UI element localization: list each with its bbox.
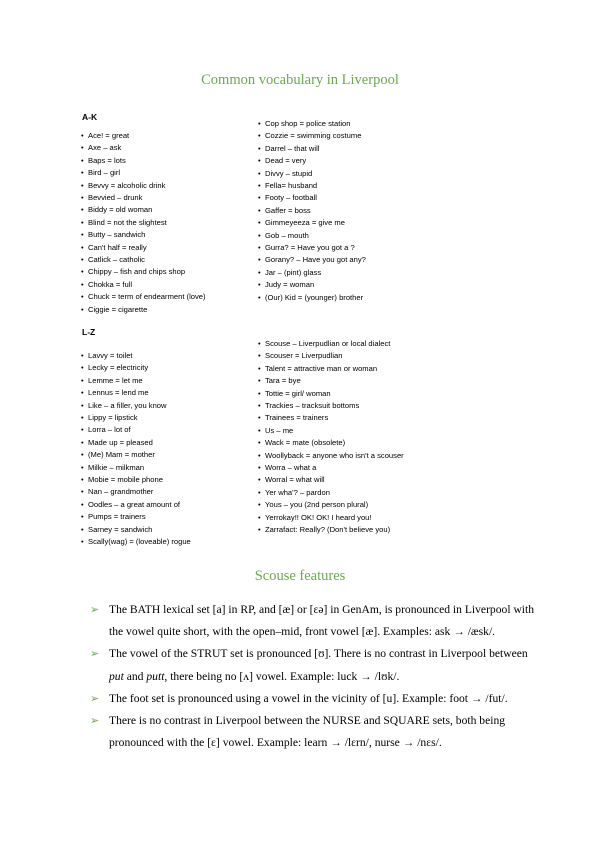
bullet-icon: •	[81, 205, 84, 215]
bullet-icon: •	[258, 131, 261, 141]
bullet-icon: •	[258, 376, 261, 386]
vocab-item-text: Divvy – stupid	[265, 168, 313, 178]
vocab-item-text: Yous – you (2nd person plural)	[265, 500, 369, 510]
vocab-item	[258, 462, 404, 474]
vocab-item	[258, 388, 404, 400]
vocab-item	[258, 242, 366, 254]
arrow-bullet-icon: ➢	[90, 692, 100, 705]
bullet-icon: •	[81, 512, 84, 522]
vocab-item	[81, 462, 191, 474]
vocab-item	[258, 363, 404, 375]
vocab-item-text: Scally(wag) = (loveable) rogue	[88, 537, 191, 547]
bullet-icon: •	[81, 475, 84, 485]
bullet-icon: •	[81, 180, 84, 190]
vocab-item	[258, 487, 404, 499]
vocab-item	[258, 350, 404, 362]
bullet-icon: •	[258, 401, 261, 411]
bullet-icon: •	[81, 375, 84, 385]
vocab-item-text: Blind = not the slightest	[88, 217, 167, 227]
vocab-item-text: Tottie = girl/ woman	[265, 388, 331, 398]
vocab-item	[81, 499, 191, 511]
vocab-item-text: Ace! = great	[88, 131, 130, 140]
vocab-item	[81, 130, 206, 142]
bullet-icon: •	[81, 425, 84, 435]
bullet-icon: •	[81, 242, 84, 252]
vocab-item	[81, 536, 191, 548]
vocab-item	[81, 167, 206, 179]
feature-item	[90, 599, 540, 643]
vocab-item-text: Lippy = lipstick	[88, 413, 138, 423]
bullet-icon: •	[258, 181, 261, 191]
page-title: Common vocabulary in Liverpool	[201, 72, 399, 88]
vocab-item-text: Lemme = let me	[88, 375, 143, 385]
vocab-item	[81, 412, 191, 424]
bullet-icon: •	[81, 351, 84, 360]
vocab-item	[258, 155, 366, 167]
vocab-item-text: Judy = woman	[265, 280, 315, 290]
vocab-item-text: Lavvy = toilet	[88, 351, 133, 360]
bullet-icon: •	[258, 525, 261, 535]
bullet-icon: •	[258, 255, 261, 265]
bullet-icon: •	[258, 168, 261, 178]
bullet-icon: •	[258, 413, 261, 423]
vocab-item	[258, 512, 404, 524]
vocab-item	[81, 142, 206, 154]
bullet-icon: •	[258, 218, 261, 228]
vocab-item-text: Bevvy = alcoholic drink	[88, 180, 166, 190]
vocab-item	[81, 375, 191, 387]
vocab-list-a-k-right	[258, 118, 366, 304]
bullet-icon: •	[258, 280, 261, 290]
vocab-item-text: Footy – football	[265, 193, 317, 203]
vocab-list-l-z-left	[81, 350, 191, 549]
vocab-item	[258, 168, 366, 180]
vocab-item-text: Woollyback = anyone who isn't a scouser	[265, 450, 404, 460]
bullet-icon: •	[258, 156, 261, 166]
vocab-item-text: Jar – (pint) glass	[265, 267, 322, 277]
section-heading-a-k: A-K	[82, 112, 98, 122]
feature-text-italic: put	[109, 669, 124, 683]
bullet-icon: •	[258, 267, 261, 277]
vocab-item	[81, 474, 191, 486]
vocab-item-text: Catlick – catholic	[88, 255, 145, 265]
bullet-icon: •	[258, 487, 261, 497]
bullet-icon: •	[258, 143, 261, 153]
bullet-icon: •	[81, 155, 84, 165]
vocab-item	[81, 155, 206, 167]
vocab-item-text: Trainees = trainers	[265, 413, 329, 423]
bullet-icon: •	[258, 193, 261, 203]
vocab-item-text: Scouser = Liverpudlian	[265, 351, 343, 361]
bullet-icon: •	[81, 400, 84, 410]
feature-item	[90, 688, 540, 710]
feature-text: The vowel of the STRUT set is pronounced [ʊ]. There is no contrast in Liverpool between	[109, 647, 528, 661]
vocab-item-text: Scouse – Liverpudlian or local dialect	[265, 339, 391, 348]
feature-text: and	[123, 669, 147, 683]
vocab-item-text: Chuck = term of endearment (love)	[88, 292, 206, 302]
bullet-icon: •	[258, 512, 261, 522]
bullet-icon: •	[81, 363, 84, 373]
vocab-item	[258, 118, 366, 130]
vocab-item-text: Biddy = old woman	[88, 205, 153, 215]
bullet-icon: •	[258, 388, 261, 398]
vocab-item	[258, 230, 366, 242]
vocab-item	[81, 291, 206, 303]
vocab-item	[81, 217, 206, 229]
vocab-item	[81, 486, 191, 498]
vocab-item-text: Lorra – lot of	[88, 425, 131, 435]
section-heading-l-z: L-Z	[82, 327, 96, 337]
bullet-icon: •	[81, 462, 84, 472]
vocab-item	[258, 267, 366, 279]
vocab-item	[81, 437, 191, 449]
vocab-item	[81, 180, 206, 192]
bullet-icon: •	[81, 388, 84, 398]
vocab-item-text: Axe – ask	[88, 143, 122, 153]
bullet-icon: •	[81, 255, 84, 265]
vocab-item	[81, 192, 206, 204]
vocab-item-text: Us – me	[265, 425, 294, 435]
vocab-item-text: Darrel – that will	[265, 143, 320, 153]
vocab-item-text: Yer wha'? – pardon	[265, 487, 330, 497]
vocab-item-text: Cop shop = police station	[265, 119, 351, 128]
vocab-item	[258, 130, 366, 142]
arrow-bullet-icon: ➢	[90, 715, 100, 728]
vocab-item-text: Can't half = really	[88, 242, 147, 252]
vocab-item-text: Cozzie = swimming costume	[265, 131, 362, 141]
vocab-item-text: Butty – sandwich	[88, 230, 146, 240]
bullet-icon: •	[81, 413, 84, 423]
arrow-bullet-icon: ➢	[90, 604, 100, 616]
vocab-item	[258, 180, 366, 192]
vocab-item	[258, 292, 366, 304]
feature-item	[90, 643, 540, 687]
bullet-icon: •	[258, 230, 261, 240]
vocab-item	[81, 511, 191, 523]
vocab-item	[81, 400, 191, 412]
feature-text: there being no [ʌ] vowel. Example: luck → /lʊk/.	[167, 669, 400, 683]
feature-text: The foot set is pronounced using a vowel in the vicinity of [u]. Example: foot → /fut/.	[109, 691, 508, 705]
vocab-item	[258, 192, 366, 204]
vocab-item	[258, 450, 404, 462]
features-list	[90, 599, 540, 754]
vocab-item-text: Talent = attractive man or woman	[265, 363, 378, 373]
vocab-item	[258, 474, 404, 486]
vocab-item-text: Gurra? = Have you got a ?	[265, 243, 355, 253]
vocab-item-text: Bevvied – drunk	[88, 193, 143, 203]
vocab-item-text: Worral = what will	[265, 475, 325, 485]
vocab-item-text: Bird – girl	[88, 168, 121, 178]
vocab-item-text: Lennus = lend me	[88, 388, 149, 398]
vocab-list-l-z-right	[258, 338, 404, 537]
vocab-item-text: Tara = bye	[265, 376, 301, 386]
features-title: Scouse features	[254, 568, 346, 584]
bullet-icon: •	[81, 193, 84, 203]
vocab-item-text: Milkie – milkman	[88, 462, 145, 472]
vocab-item	[258, 425, 404, 437]
vocab-item-text: Mobie = mobile phone	[88, 475, 163, 485]
vocab-item-text: Like – a filler, you know	[88, 400, 167, 410]
vocab-item	[81, 242, 206, 254]
bullet-icon: •	[81, 487, 84, 497]
bullet-icon: •	[81, 537, 84, 547]
vocab-item-text: Yerrokay!! OK! OK! I heard you!	[265, 512, 372, 522]
vocab-item-text: Nan – grandmother	[88, 487, 154, 497]
vocab-item	[258, 400, 404, 412]
vocab-item	[258, 143, 366, 155]
bullet-icon: •	[81, 499, 84, 509]
vocab-item	[81, 204, 206, 216]
vocab-item-text: Pumps = trainers	[88, 512, 146, 522]
bullet-icon: •	[81, 524, 84, 534]
vocab-item-text: Gob – mouth	[265, 230, 309, 240]
bullet-icon: •	[258, 500, 261, 510]
bullet-icon: •	[258, 475, 261, 485]
vocab-item	[258, 524, 404, 536]
vocab-item	[258, 437, 404, 449]
vocab-item	[258, 412, 404, 424]
feature-text: There is no contrast in Liverpool between the NURSE and SQUARE sets, both being pronounced with the [ɛ] vowel. Example: learn → /lɛrn/, nurse → /nɛs/.	[109, 714, 506, 750]
vocab-item	[81, 304, 206, 316]
bullet-icon: •	[258, 438, 261, 448]
vocab-item	[81, 350, 191, 362]
vocab-item-text: Wack = mate (obsolete)	[265, 438, 346, 448]
vocab-item-text: Sarney = sandwich	[88, 524, 153, 534]
bullet-icon: •	[81, 143, 84, 153]
bullet-icon: •	[258, 463, 261, 473]
vocab-item-text: Gaffer = boss	[265, 205, 311, 215]
vocab-item	[81, 229, 206, 241]
feature-item	[90, 710, 540, 754]
bullet-icon: •	[81, 217, 84, 227]
bullet-icon: •	[81, 168, 84, 178]
vocab-item	[81, 524, 191, 536]
vocab-item	[258, 338, 404, 350]
vocab-item	[258, 205, 366, 217]
vocab-item	[81, 362, 191, 374]
vocab-item-text: Gimmeyeeza = give me	[265, 218, 345, 228]
vocab-item-text: Lecky = electricity	[88, 363, 149, 373]
bullet-icon: •	[81, 437, 84, 447]
vocab-item-text: Fella= husband	[265, 181, 318, 191]
vocab-item-text: (Me) Mam = mother	[88, 450, 155, 460]
vocab-item-text: Oodles – a great amount of	[88, 499, 181, 509]
vocab-item-text: Ciggie = cigarette	[88, 304, 148, 314]
bullet-icon: •	[258, 243, 261, 253]
vocab-item	[81, 449, 191, 461]
vocab-item-text: Baps = lots	[88, 155, 126, 165]
vocab-list-a-k-left	[81, 130, 206, 316]
vocab-item	[258, 254, 366, 266]
vocab-item	[258, 217, 366, 229]
vocab-item-text: Chokka = full	[88, 279, 133, 289]
vocab-item-text: Trackies – tracksuit bottoms	[265, 401, 360, 411]
bullet-icon: •	[81, 292, 84, 302]
bullet-icon: •	[258, 119, 261, 128]
vocab-item-text: Zarrafact: Really? (Don't believe you)	[265, 525, 391, 535]
bullet-icon: •	[258, 351, 261, 361]
bullet-icon: •	[81, 304, 84, 314]
bullet-icon: •	[258, 205, 261, 215]
feature-text-italic: putt,	[146, 669, 168, 683]
vocab-item	[81, 254, 206, 266]
vocab-item-text: Chippy – fish and chips shop	[88, 267, 186, 277]
vocab-item	[258, 279, 366, 291]
vocab-item-text: (Our) Kid = (younger) brother	[265, 292, 364, 302]
bullet-icon: •	[258, 363, 261, 373]
bullet-icon: •	[258, 339, 261, 348]
bullet-icon: •	[258, 450, 261, 460]
feature-text: The BATH lexical set [a] in RP, and [æ] or [ɛə] in GenAm, is pronounced in Liverpool with the vowel quite short, with the open–mid, front vowel [æ]. Examples: ask → /æsk/.	[109, 603, 535, 639]
bullet-icon: •	[258, 425, 261, 435]
vocab-item-text: Worra – what a	[265, 463, 317, 473]
bullet-icon: •	[81, 267, 84, 277]
arrow-bullet-icon: ➢	[90, 648, 100, 661]
vocab-item-text: Dead = very	[265, 156, 307, 166]
vocab-item	[81, 266, 206, 278]
bullet-icon: •	[258, 292, 261, 302]
vocab-item	[81, 279, 206, 291]
vocab-item	[81, 387, 191, 399]
vocab-item	[81, 424, 191, 436]
bullet-icon: •	[81, 279, 84, 289]
vocab-item	[258, 499, 404, 511]
bullet-icon: •	[81, 131, 84, 140]
vocab-item-text: Made up = pleased	[88, 437, 153, 447]
bullet-icon: •	[81, 450, 84, 460]
vocab-item-text: Gorany? – Have you got any?	[265, 255, 366, 265]
bullet-icon: •	[81, 230, 84, 240]
vocab-item	[258, 375, 404, 387]
